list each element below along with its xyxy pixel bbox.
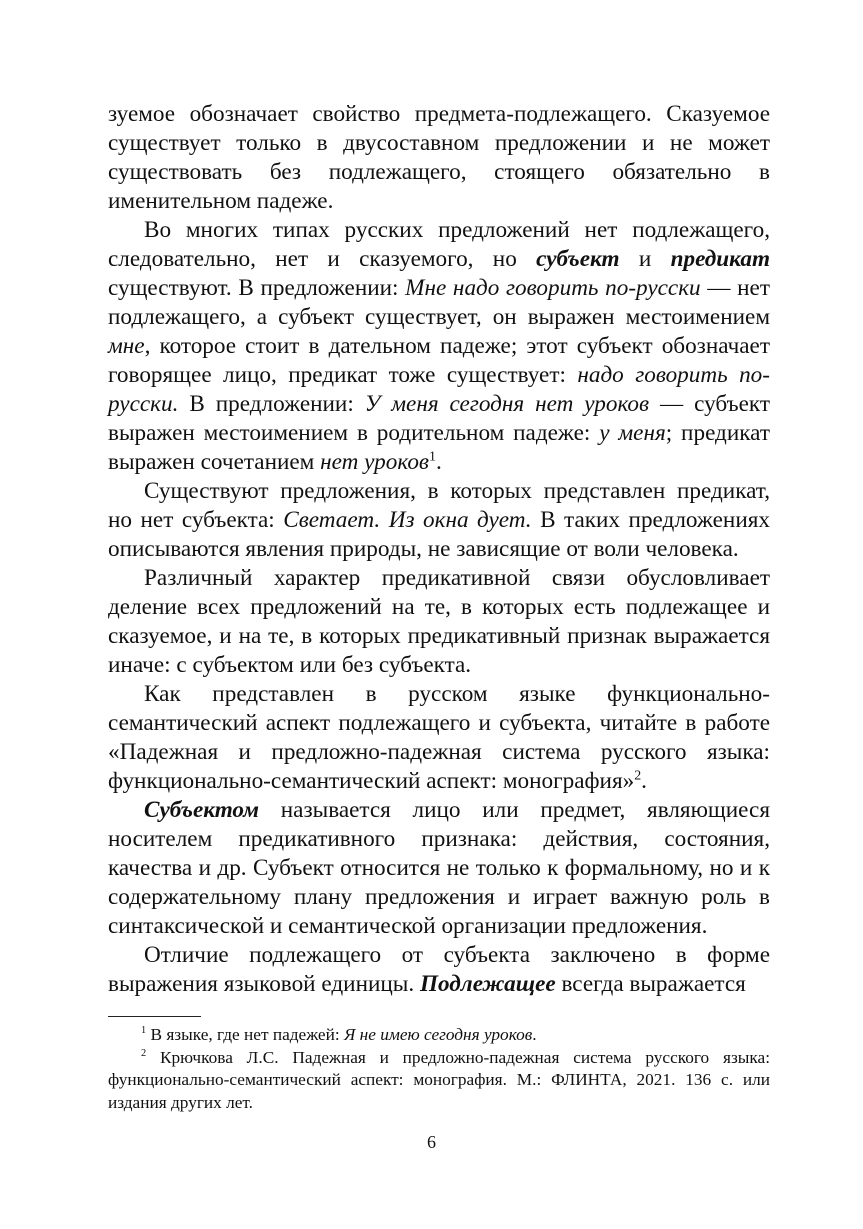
footnote-number: 1 [141,1025,147,1037]
example-sentence: Я не имею сегодня уроков [343,1025,533,1044]
example-phrase: нет уроков [320,449,429,475]
example-sentence: У меня сегодня нет уроков [364,391,650,417]
text-run: Отличие подлежащего от субъекта заключено в форме выражения языковой единицы. [108,942,770,997]
paragraph-text: Различный характер предикативной связи обусловливает деление всех предложений на те, в которых есть подлежащее и сказуемое, и на те, в которых предикативный признак выражается иначе: с субъектом или без субъекта. [108,565,770,678]
term-subject-definition: Субъектом [144,797,260,823]
text-run: В таких предложениях описываются явления природы, не зависящие от воли человека. [108,507,770,562]
paragraph-3 [108,477,770,564]
text-run: . [641,768,647,794]
page-number: 6 [427,1132,436,1152]
example-phrase: надо говорить по-русски. [108,362,770,417]
main-text [108,100,770,999]
text-run: . [532,1025,537,1044]
paragraph-6 [108,796,770,941]
term-predicate: предикат [670,246,770,272]
text-run: , которое стоит в дательном падеже; этот субъект обозначает говорящее лицо, предикат тоже существует: [108,333,770,388]
footnote-1 [108,1024,770,1047]
example-sentences: Светает. Из окна дует. [283,507,532,533]
footnote-number: 2 [141,1047,147,1059]
paragraph-text: зуемое обозначает свойство предмета-подлежащего. Сказуемое существует только в двусоставном предложении и не может существовать без подлежащего, стоящего обязательно в именительном падеже. [108,101,770,214]
text-run: — нет подлежащего, а субъект существует, он выражен местоимением [108,275,770,330]
text-run: называется лицо или предмет, являющиеся носителем предикативного признака: действия, состояния, качества и др. Субъект относится не только к формальному, но и к содержательному плану предложения и играет важную роль в синтаксической и семантической организации предложения. [108,797,770,939]
example-sentence: Мне надо говорить по-русски [405,275,701,301]
text-run: Во многих типах русских предложений нет подлежащего, следовательно, нет и сказуемого, но [108,217,770,272]
text-run: существуют. В предложении: [108,275,406,301]
text-run: Крючкова Л.С. Падежная и предложно-падежная система русского языка: функционально-семантический аспект: монография. М.: ФЛИНТА, 2021. 136 с. или издания других лет. [108,1047,770,1112]
term-grammatical-subject: Подлежащее [419,971,556,997]
text-run: всегда выражается [555,971,746,997]
paragraph-7 [108,941,770,999]
paragraph-4 [108,564,770,680]
term-subject: субъект [536,246,620,272]
text-run: Как представлен в русском языке функционально-семантический аспект подлежащего и субъекта, читайте в работе «Падежная и предложно-падежная система русского языка: функционально-семантический аспект: монография» [108,681,770,794]
example-word: у меня [599,420,666,446]
text-run: В предложении: [178,391,365,417]
text-run: — субъект выражен местоимением в родительном падеже: [108,391,770,446]
text-run: ; предикат выражен сочетанием [108,420,770,475]
text-run: Существуют предложения, в которых представлен предикат, но нет субъекта: [108,478,770,533]
footnote-separator [108,1016,201,1017]
footnotes [108,1024,770,1114]
text-run: . [435,449,442,475]
paragraph-1 [108,100,770,216]
footnote-ref-1[interactable]: 1 [428,449,436,465]
footnote-2 [108,1047,770,1115]
example-word: мне [108,333,145,359]
paragraph-2 [108,216,770,477]
text-run: и [619,246,671,272]
paragraph-5 [108,680,770,796]
footnote-ref-2[interactable]: 2 [634,768,642,784]
text-run: В языке, где нет падежей: [146,1025,344,1044]
